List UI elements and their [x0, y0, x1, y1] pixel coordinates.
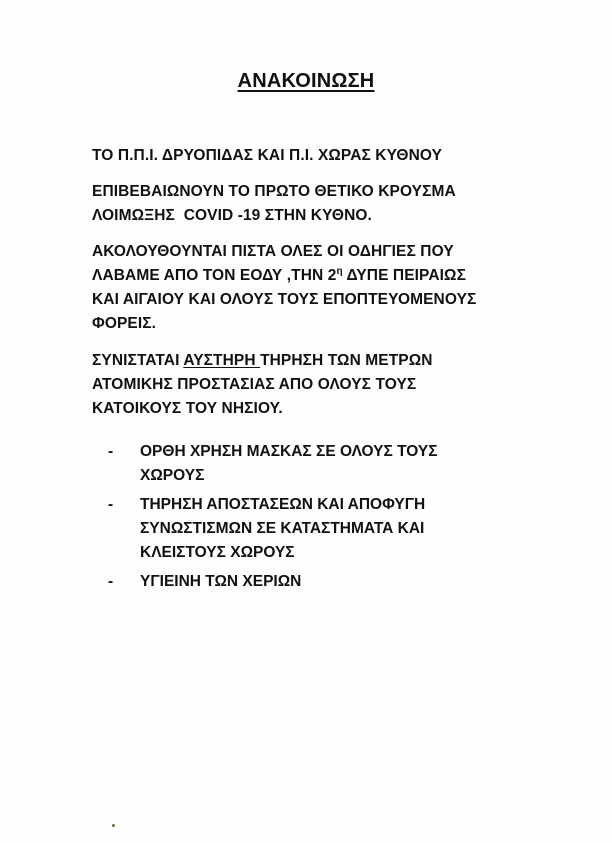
- paragraph-recommendation-line-1-start: ΣΥΝΙΣΤΑΤΑΙ: [92, 352, 184, 369]
- emphasis-strict: ΑΥΣΤΗΡΗ: [183, 352, 261, 369]
- list-item: [108, 493, 548, 565]
- list-item-line-2: ΣΥΝΩΣΤΙΣΜΩΝ ΣΕ ΚΑΤΑΣΤΗΜΑΤΑ ΚΑΙ: [140, 520, 425, 537]
- paragraph-guidelines-line-1: ΑΚΟΛΟΥΘΟΥΝΤΑΙ ΠΙΣΤΑ ΟΛΕΣ ΟΙ ΟΔΗΓΙΕΣ ΠΟΥ: [92, 243, 454, 260]
- paragraph-confirmation-line-1: ΕΠΙΒΕΒΑΙΩΝΟΥΝ ΤΟ ΠΡΩΤΟ ΘΕΤΙΚΟ ΚΡΟΥΣΜΑ: [92, 183, 456, 200]
- paragraph-guidelines-line-3: ΚΑΙ ΑΙΓΑΙΟΥ ΚΑΙ ΟΛΟΥΣ ΤΟΥΣ ΕΠΟΠΤΕΥΟΜΕΝΟΥΣ: [92, 291, 477, 308]
- paragraph-recommendation: [92, 349, 562, 421]
- paragraph-confirmation-line-2: ΛΟΙΜΩΞΗΣ COVID -19 ΣΤΗΝ ΚΥΘΝΟ.: [92, 207, 372, 224]
- list-item-line-1: ΥΓΙΕΙΝΗ ΤΩΝ ΧΕΡΙΩΝ: [140, 573, 302, 590]
- list-dash: -: [108, 496, 114, 513]
- list-dash: -: [108, 443, 114, 460]
- paragraph-recommendation-line-1-end: ΤΗΡΗΣΗ ΤΩΝ ΜΕΤΡΩΝ: [260, 352, 433, 369]
- paragraph-confirmation: [92, 180, 562, 228]
- ordinal-superscript: η: [336, 265, 343, 277]
- list-item-line-1: ΤΗΡΗΣΗ ΑΠΟΣΤΑΣΕΩΝ ΚΑΙ ΑΠΟΦΥΓΗ: [140, 496, 426, 513]
- paragraph-guidelines-line-4: ΦΟΡΕΙΣ.: [92, 315, 157, 332]
- paragraph-guidelines-line-2-end: ΔΥΠΕ ΠΕΙΡΑΙΩΣ: [342, 267, 466, 284]
- scan-speck: [112, 824, 115, 827]
- announcement-title: ΑΝΑΚΟΙΝΩΣΗ: [237, 70, 375, 92]
- paragraph-guidelines-line-2-start: ΛΑΒΑΜΕ ΑΠΟ ΤΟΝ ΕΟΔΥ ,ΤΗΝ 2: [92, 267, 337, 284]
- paragraph-guidelines: [92, 240, 562, 336]
- measures-list: [108, 440, 548, 599]
- list-item-line-3: ΚΛΕΙΣΤΟΥΣ ΧΩΡΟΥΣ: [140, 544, 295, 561]
- paragraph-recommendation-line-2: ΑΤΟΜΙΚΗΣ ΠΡΟΣΤΑΣΙΑΣ ΑΠΟ ΟΛΟΥΣ ΤΟΥΣ: [92, 376, 417, 393]
- list-dash: -: [108, 573, 114, 590]
- list-item-line-1: ΟΡΘΗ ΧΡΗΣΗ ΜΑΣΚΑΣ ΣΕ ΟΛΟΥΣ ΤΟΥΣ: [140, 443, 438, 460]
- list-item: [108, 440, 548, 488]
- paragraph-recommendation-line-3: ΚΑΤΟΙΚΟΥΣ ΤΟΥ ΝΗΣΙΟΥ.: [92, 400, 283, 417]
- list-item: [108, 570, 548, 594]
- paragraph-issuers-text: ΤΟ Π.Π.Ι. ΔΡΥΟΠΙΔΑΣ ΚΑΙ Π.Ι. ΧΩΡΑΣ ΚΥΘΝΟΥ: [92, 147, 443, 164]
- paragraph-issuers: [92, 144, 562, 168]
- list-item-line-2: ΧΩΡΟΥΣ: [140, 467, 205, 484]
